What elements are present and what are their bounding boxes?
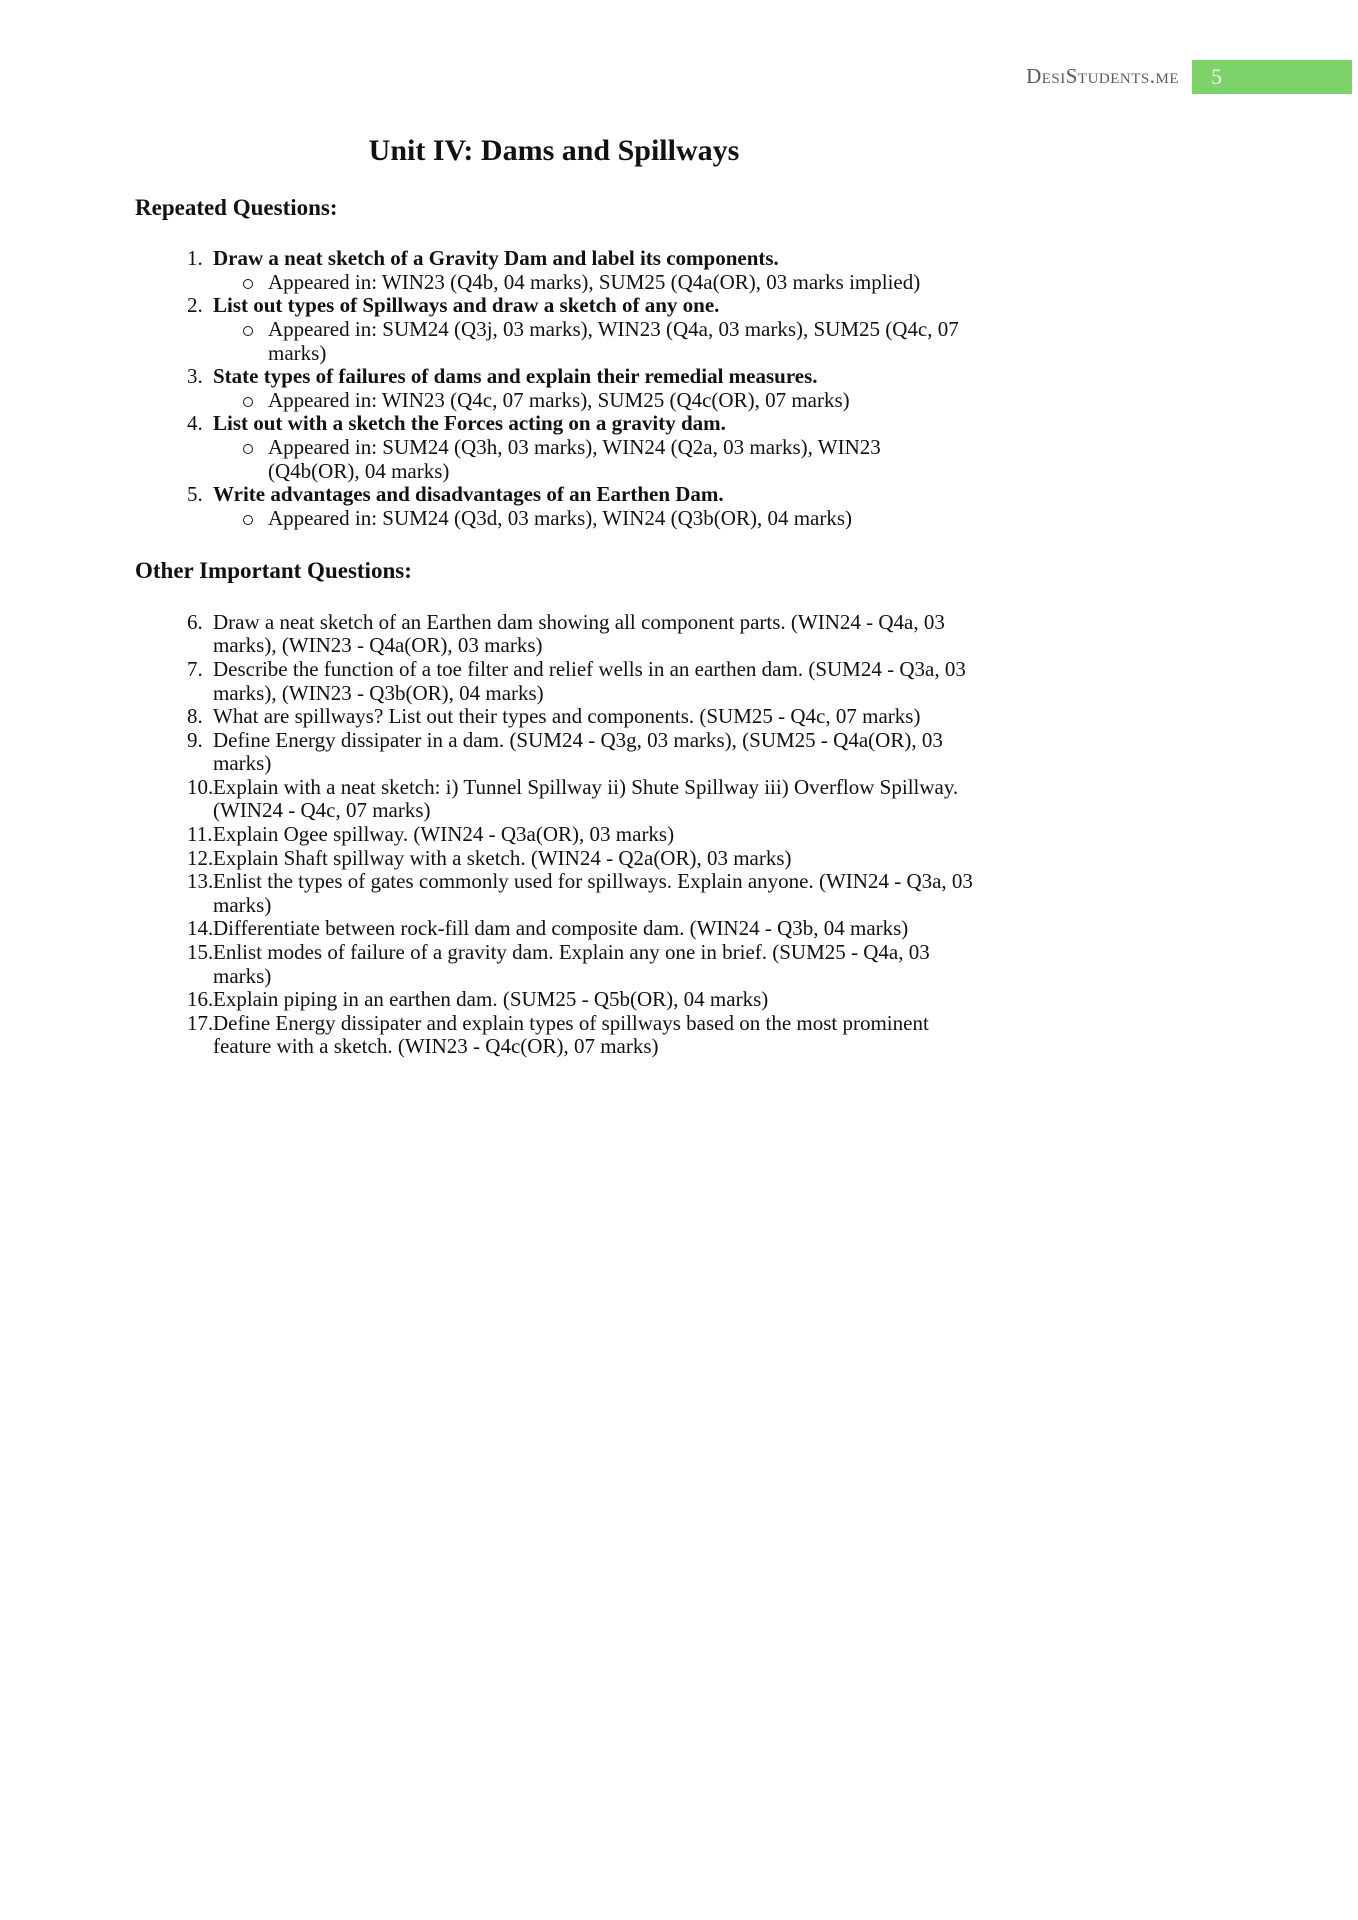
- appeared-in-text: Appeared in: SUM24 (Q3h, 03 marks), WIN24 (Q2a, 03 marks), WIN23 (Q4b(OR), 04 marks): [268, 435, 881, 483]
- list-item: [187, 870, 973, 917]
- section-heading-repeated: Repeated Questions:: [135, 195, 338, 220]
- circle-bullet-icon: [243, 271, 268, 295]
- page-header: [0, 57, 1358, 97]
- question-text: State types of failures of dams and explain their remedial measures.: [213, 364, 818, 389]
- list-item: [187, 294, 973, 365]
- list-item: [187, 917, 973, 941]
- question-text: Describe the function of a toe filter and relief wells in an earthen dam. (SUM24 - Q3a, 03 marks), (WIN23 - Q3b(OR), 04 marks): [213, 656, 966, 705]
- item-number: 17.: [187, 1010, 214, 1035]
- question-text: Differentiate between rock-fill dam and composite dam. (WIN24 - Q3b, 04 marks): [213, 916, 909, 941]
- list-item: [187, 941, 973, 988]
- question-text: Define Energy dissipater and explain types of spillways based on the most prominent feature with a sketch. (WIN23 - Q4c(OR), 07 marks): [213, 1010, 929, 1059]
- item-number: 3.: [187, 364, 203, 389]
- appeared-in-text: Appeared in: WIN23 (Q4b, 04 marks), SUM25 (Q4a(OR), 03 marks implied): [268, 269, 921, 294]
- appeared-in-row: [243, 436, 973, 483]
- content-column: [135, 134, 973, 1059]
- question-text: List out with a sketch the Forces acting on a gravity dam.: [213, 411, 726, 436]
- appeared-in-text: Appeared in: WIN23 (Q4c, 07 marks), SUM25 (Q4c(OR), 07 marks): [268, 387, 850, 412]
- item-number: 14.: [187, 916, 214, 941]
- question-text: Write advantages and disadvantages of an Earthen Dam.: [213, 482, 724, 507]
- item-number: 15.: [187, 940, 214, 965]
- item-number: 9.: [187, 727, 203, 752]
- list-item: [187, 658, 973, 705]
- list-item: [187, 365, 973, 412]
- list-item: [187, 988, 973, 1012]
- circle-bullet-icon: [243, 436, 268, 483]
- question-text: Draw a neat sketch of a Gravity Dam and label its components.: [213, 246, 779, 271]
- list-item: [187, 611, 973, 658]
- question-text: Explain piping in an earthen dam. (SUM25 - Q5b(OR), 04 marks): [213, 987, 769, 1012]
- page-number-badge: [1192, 60, 1352, 94]
- site-name: DesiStudents.me: [1026, 63, 1179, 88]
- question-text: Enlist modes of failure of a gravity dam. Explain any one in brief. (SUM25 - Q4a, 03 marks): [213, 940, 930, 988]
- item-number: 13.: [187, 869, 214, 894]
- page-number: 5: [1211, 64, 1222, 89]
- question-text: Explain with a neat sketch: i) Tunnel Spillway ii) Shute Spillway iii) Overflow Spillway. (WIN24 - Q4c, 07 marks): [213, 774, 959, 823]
- list-item: [187, 847, 973, 871]
- question-text: Draw a neat sketch of an Earthen dam showing all component parts. (WIN24 - Q4a, 03 marks), (WIN23 - Q4a(OR), 03 marks): [213, 609, 945, 658]
- other-questions-list: [187, 611, 973, 1059]
- question-text: Explain Shaft spillway with a sketch. (WIN24 - Q2a(OR), 03 marks): [213, 845, 792, 870]
- appeared-in-row: [243, 389, 973, 413]
- list-item: [187, 247, 973, 294]
- appeared-in-text: Appeared in: SUM24 (Q3j, 03 marks), WIN23 (Q4a, 03 marks), SUM25 (Q4c, 07 marks): [268, 317, 959, 365]
- appeared-in-row: [243, 507, 973, 531]
- list-item: [187, 776, 973, 823]
- list-item: [187, 483, 973, 530]
- circle-bullet-icon: [243, 389, 268, 413]
- item-number: 8.: [187, 704, 203, 729]
- item-number: 6.: [187, 609, 203, 634]
- appeared-in-row: [243, 318, 973, 365]
- item-number: 2.: [187, 293, 203, 318]
- appeared-in-text: Appeared in: SUM24 (Q3d, 03 marks), WIN24 (Q3b(OR), 04 marks): [268, 505, 853, 530]
- question-text: List out types of Spillways and draw a sketch of any one.: [213, 293, 720, 318]
- question-text: Enlist the types of gates commonly used for spillways. Explain anyone. (WIN24 - Q3a, 03 marks): [213, 869, 973, 917]
- item-number: 10.: [187, 774, 214, 799]
- section-heading-other: Other Important Questions:: [135, 558, 412, 584]
- list-item: [187, 1012, 973, 1059]
- question-text: What are spillways? List out their types and components. (SUM25 - Q4c, 07 marks): [213, 704, 921, 729]
- item-number: 12.: [187, 845, 214, 870]
- question-text: Define Energy dissipater in a dam. (SUM24 - Q3g, 03 marks), (SUM25 - Q4a(OR), 03 marks): [213, 727, 943, 776]
- repeated-questions-list: [187, 247, 973, 530]
- page-title: Unit IV: Dams and Spillways: [368, 134, 740, 167]
- item-number: 4.: [187, 411, 203, 436]
- question-text: Explain Ogee spillway. (WIN24 - Q3a(OR), 03 marks): [213, 822, 675, 847]
- circle-bullet-icon: [243, 507, 268, 531]
- appeared-in-row: [243, 271, 973, 295]
- list-item: [187, 705, 973, 729]
- list-item: [187, 823, 973, 847]
- circle-bullet-icon: [243, 318, 268, 365]
- item-number: 11.: [187, 822, 213, 847]
- item-number: 16.: [187, 987, 214, 1012]
- item-number: 7.: [187, 656, 203, 681]
- list-item: [187, 412, 973, 483]
- item-number: 1.: [187, 246, 203, 271]
- item-number: 5.: [187, 482, 203, 507]
- list-item: [187, 729, 973, 776]
